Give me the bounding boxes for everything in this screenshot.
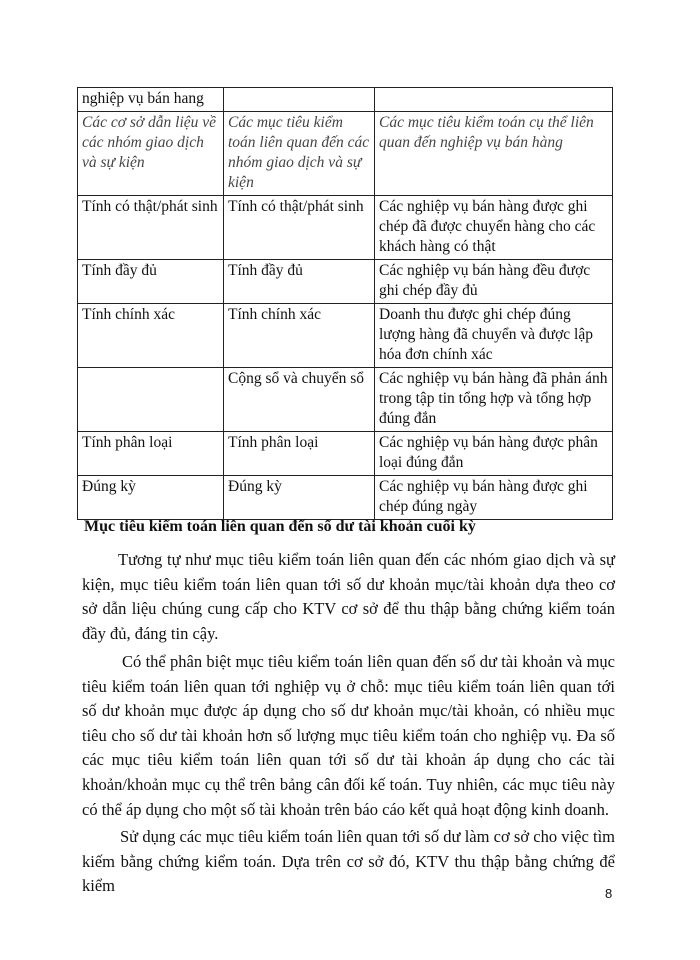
table-cell xyxy=(78,368,224,432)
audit-objectives-table xyxy=(77,87,613,520)
paragraph: Tương tự như mục tiêu kiểm toán liên quan đến các nhóm giao dịch và sự kiện, mục tiêu kiểm toán liên quan tới số dư khoản mục/tài khoản dựa theo cơ sở dẫn liệu chúng cung cấp cho KTV cơ sở để thu thập bằng chứng kiểm toán đầy đủ, đáng tin cậy. xyxy=(82,550,615,643)
page-number: 8 xyxy=(605,886,613,901)
section-heading: Mục tiêu kiểm toán liên quan đến số dư tài khoản cuối kỳ xyxy=(84,518,476,535)
table-cell: Tính chính xác xyxy=(224,304,375,368)
table-row xyxy=(78,196,613,260)
table-cell: Tính đầy đủ xyxy=(224,260,375,304)
table-cell: Các nghiệp vụ bán hàng được ghi chép đã được chuyển hàng cho các khách hàng có thật xyxy=(375,196,613,260)
column-header-general-objectives: Các mục tiêu kiểm toán liên quan đến các nhóm giao dịch và sự kiện xyxy=(224,112,375,196)
table-row xyxy=(78,260,613,304)
paragraph: Có thể phân biệt mục tiêu kiểm toán liên quan đến số dư tài khoản và mục tiêu kiểm toán liên quan tới nghiệp vụ ở chỗ: mục tiêu kiểm toán liên quan tới số dư khoản mục được áp dụng cho số dư khoản mục/tài khoản, có nhiều mục tiêu cho số dư tài khoản hơn số lượng mục tiêu kiểm toán cho nghiệp vụ. Đa số các mục tiêu kiểm toán liên quan tới số dư tài khoản áp dụng cho các tài khoản/khoản mục cụ thể trên bảng cân đối kế toán. Tuy nhiên, các mục tiêu này có thể áp dụng cho một số tài khoản trên báo cáo kết quả hoạt động kinh doanh. xyxy=(82,652,615,819)
table-cell: Các nghiệp vụ bán hàng đã phản ánh trong tập tin tổng hợp và tổng hợp đúng đắn xyxy=(375,368,613,432)
column-header-assertions: Các cơ sở dẫn liệu về các nhóm giao dịch và sự kiện xyxy=(78,112,224,196)
paragraph: Sử dụng các mục tiêu kiểm toán liên quan tới số dư làm cơ sở cho việc tìm kiếm bằng chứng kiểm toán. Dựa trên cơ sở đó, KTV thu thập bằng chứng để kiểm xyxy=(82,827,615,896)
table-cell: Tính có thật/phát sinh xyxy=(78,196,224,260)
table-row xyxy=(78,432,613,476)
table-cell: nghiệp vụ bán hang xyxy=(78,88,224,112)
table-cell: Tính phân loại xyxy=(78,432,224,476)
table-cell xyxy=(224,88,375,112)
table-cell: Đúng kỳ xyxy=(224,476,375,520)
table-cell: Các nghiệp vụ bán hàng được ghi chép đúng ngày xyxy=(375,476,613,520)
table-header-row xyxy=(78,112,613,196)
table-cell: Đúng kỳ xyxy=(78,476,224,520)
table-row xyxy=(78,88,613,112)
table-cell: Tính phân loại xyxy=(224,432,375,476)
table-cell: Tính đầy đủ xyxy=(78,260,224,304)
table-cell: Tính chính xác xyxy=(78,304,224,368)
table-row xyxy=(78,368,613,432)
table-cell: Doanh thu được ghi chép đúng lượng hàng đã chuyển và được lập hóa đơn chính xác xyxy=(375,304,613,368)
table-row xyxy=(78,476,613,520)
table-row xyxy=(78,304,613,368)
table-cell: Các nghiệp vụ bán hàng được phân loại đúng đắn xyxy=(375,432,613,476)
table-cell: Tính có thật/phát sinh xyxy=(224,196,375,260)
column-header-specific-objectives: Các mục tiêu kiểm toán cụ thể liên quan đến nghiệp vụ bán hàng xyxy=(375,112,613,196)
table-cell xyxy=(375,88,613,112)
table-cell: Cộng sổ và chuyển sổ xyxy=(224,368,375,432)
table-cell: Các nghiệp vụ bán hàng đều được ghi chép đầy đủ xyxy=(375,260,613,304)
